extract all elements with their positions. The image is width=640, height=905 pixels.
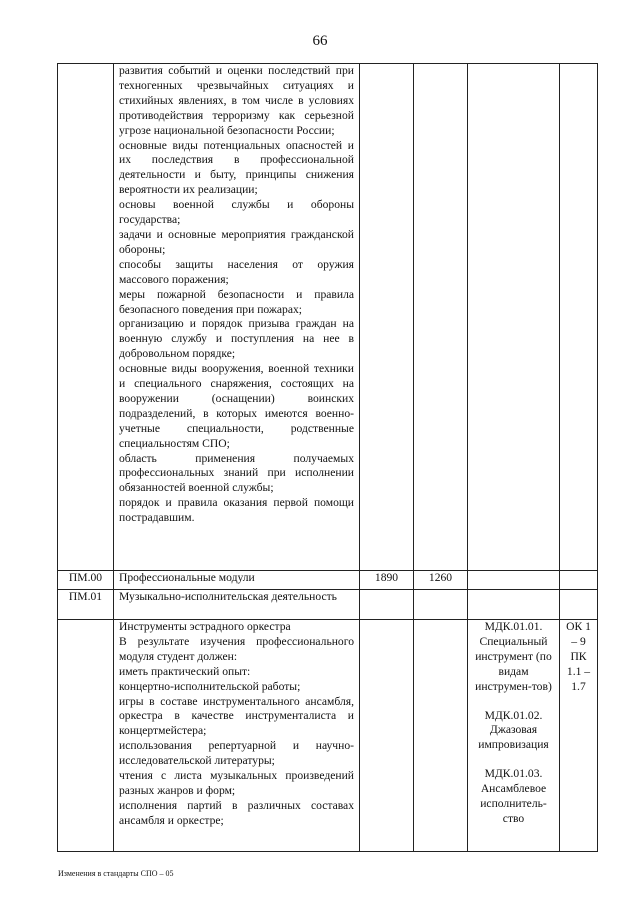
row-description-cell bbox=[114, 64, 360, 571]
row-code-cell bbox=[58, 620, 114, 852]
list-item: основы военной службы и обороны государства; bbox=[119, 198, 354, 227]
row-code-cell: ПМ.00 bbox=[58, 571, 114, 590]
list-item: способы защиты населения от оружия массового поражения; bbox=[119, 257, 354, 286]
list-item: использования репертуарной и научно-исследовательской литературы; bbox=[119, 739, 354, 768]
competencies-cell bbox=[560, 64, 598, 571]
list-item: основные виды потенциальных опасностей и их последствия в профессиональной деятельности и быту, принципы снижения вероятности их реализации; bbox=[119, 138, 354, 197]
page-number: 66 bbox=[312, 33, 328, 49]
list-item: порядок и правила оказания первой помощи пострадавшим. bbox=[119, 496, 354, 525]
row-description-cell: Профессиональные модули bbox=[114, 571, 360, 590]
mdk-item: МДК.01.01. Специальный инструмент (по видам инструмен-тов) bbox=[475, 620, 552, 693]
list-item: задачи и основные мероприятия гражданской обороны; bbox=[119, 227, 354, 256]
list-item: основные виды вооружения, военной техники и специального снаряжения, состоящих на вооружении (оснащении) воинских подразделений, в которых имеются военно-учетные специальности, родственные специальностям СПО; bbox=[119, 362, 354, 450]
row-description-cell: Музыкально-исполнительская деятельность bbox=[114, 590, 360, 620]
list-item: развития событий и оценки последствий при техногенных чрезвычайных ситуациях и стихийных явлениях, в том числе в условиях противодействия терроризму как серьезной угрозе национальной безопасности России; bbox=[119, 64, 354, 137]
list-item: исполнения партий в различных составах ансамбля и оркестре; bbox=[119, 798, 354, 827]
table-row-pm01 bbox=[58, 590, 598, 620]
competencies-cell bbox=[560, 571, 598, 590]
max-load-cell bbox=[360, 590, 414, 620]
row-code-cell: ПМ.01 bbox=[58, 590, 114, 620]
competencies-cell: ОК 1 – 9 ПК 1.1 – 1.7 bbox=[560, 620, 598, 852]
competencies-cell bbox=[560, 590, 598, 620]
mandatory-load-cell bbox=[414, 590, 468, 620]
mdk-cell bbox=[468, 590, 560, 620]
mdk-item: МДК.01.02. Джазовая импровизация bbox=[478, 708, 549, 752]
mdk-item: МДК.01.03. Ансамблевое исполнитель-ство bbox=[480, 767, 547, 825]
list-item: концертно-исполнительской работы; bbox=[119, 679, 301, 693]
curriculum-table bbox=[57, 63, 598, 852]
list-item: меры пожарной безопасности и правила безопасного поведения при пожарах; bbox=[119, 287, 354, 316]
list-item: иметь практический опыт: bbox=[119, 664, 251, 678]
table-row-pm00 bbox=[58, 571, 598, 590]
mandatory-load-cell bbox=[414, 64, 468, 571]
mdk-cell bbox=[468, 571, 560, 590]
list-item: область применения получаемых профессиональных знаний при исполнении обязанностей военной службы; bbox=[119, 451, 354, 495]
max-load-cell bbox=[360, 64, 414, 571]
row-code-cell bbox=[58, 64, 114, 571]
footer-note: Изменения в стандарты СПО – 05 bbox=[58, 869, 174, 878]
list-item: В результате изучения профессионального модуля студент должен: bbox=[119, 634, 354, 663]
list-item: игры в составе инструментального ансамбля, оркестра в качестве инструменталиста и концертмейстера; bbox=[119, 694, 354, 738]
mdk-cell bbox=[468, 64, 560, 571]
max-load-cell: 1890 bbox=[360, 571, 414, 590]
list-item: организацию и порядок призыва граждан на военную службу и поступления на нее в добровольном порядке; bbox=[119, 317, 354, 361]
list-item: чтения с листа музыкальных произведений разных жанров и форм; bbox=[119, 769, 354, 797]
mandatory-load-cell bbox=[414, 620, 468, 852]
mdk-cell bbox=[468, 620, 560, 852]
max-load-cell bbox=[360, 620, 414, 852]
row-description-cell bbox=[114, 620, 360, 852]
table-row-instruments bbox=[58, 620, 598, 852]
table-row-obzh-knowledge bbox=[58, 64, 598, 571]
mandatory-load-cell: 1260 bbox=[414, 571, 468, 590]
list-item: Инструменты эстрадного оркестра bbox=[119, 620, 291, 633]
